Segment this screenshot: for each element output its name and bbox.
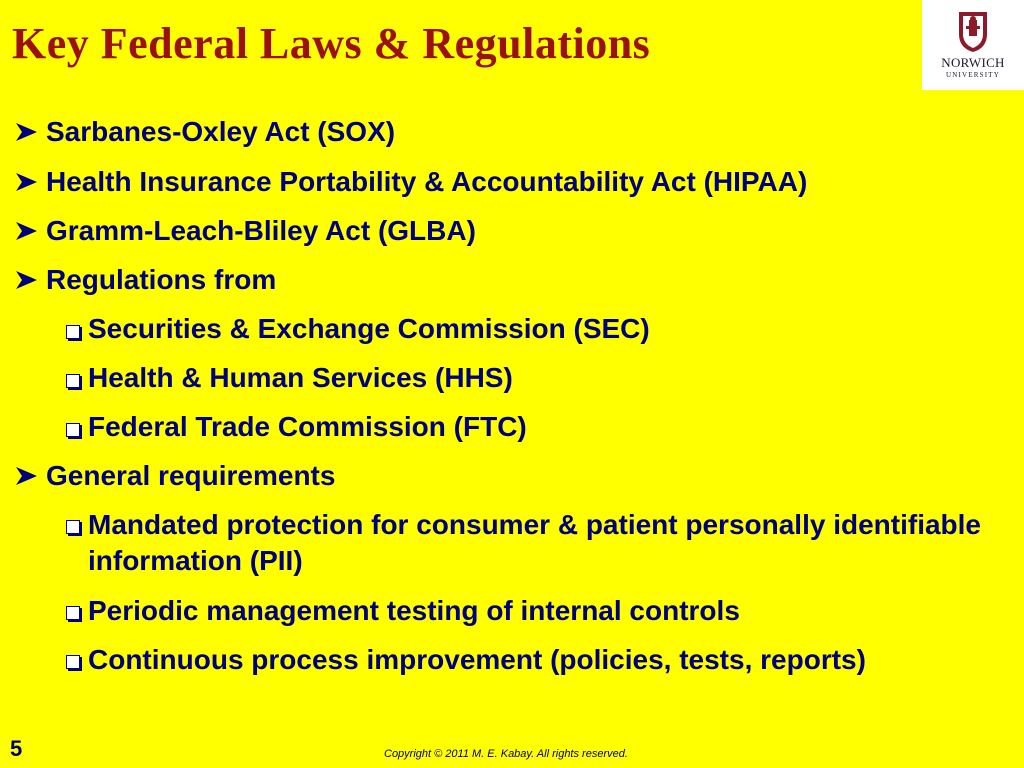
bullet-item: General requirements — [46, 460, 336, 491]
bullet-item: Gramm-Leach-Bliley Act (GLBA) — [46, 215, 476, 246]
sub-bullet-item: Periodic management testing of internal controls — [88, 595, 740, 626]
checkbox-bullet-icon — [66, 374, 80, 388]
sub-bullet-item: Mandated protection for consumer & patient personally identifiable information (PII) — [88, 509, 982, 576]
sub-bullet-item: Continuous process improvement (policies, tests, reports) — [88, 644, 866, 675]
bullet-item: Health Insurance Portability & Accountability Act (HIPAA) — [46, 166, 808, 197]
checkbox-bullet-icon — [66, 655, 80, 669]
arrow-bullet-icon — [12, 219, 42, 243]
checkbox-bullet-icon — [66, 423, 80, 437]
checkbox-bullet-icon — [66, 520, 80, 534]
sub-bullet-item: Federal Trade Commission (FTC) — [88, 411, 527, 442]
logo-subtitle: UNIVERSITY — [946, 71, 1000, 79]
copyright-notice: Copyright © 2011 M. E. Kabay. All rights reserved. — [384, 748, 628, 760]
checkbox-bullet-icon — [66, 325, 80, 339]
slide-title: Key Federal Laws & Regulations — [12, 19, 651, 68]
page-number: 5 — [10, 736, 23, 761]
logo-name: NORWICH — [941, 55, 1005, 70]
arrow-bullet-icon — [12, 120, 42, 144]
arrow-bullet-icon — [12, 268, 42, 292]
sub-bullet-item: Health & Human Services (HHS) — [88, 362, 513, 393]
arrow-bullet-icon — [12, 464, 42, 488]
bullet-item: Regulations from — [46, 264, 277, 295]
bullet-item: Sarbanes-Oxley Act (SOX) — [46, 116, 396, 147]
sub-bullet-item: Securities & Exchange Commission (SEC) — [88, 313, 650, 344]
checkbox-bullet-icon — [66, 606, 80, 620]
arrow-bullet-icon — [12, 170, 42, 194]
